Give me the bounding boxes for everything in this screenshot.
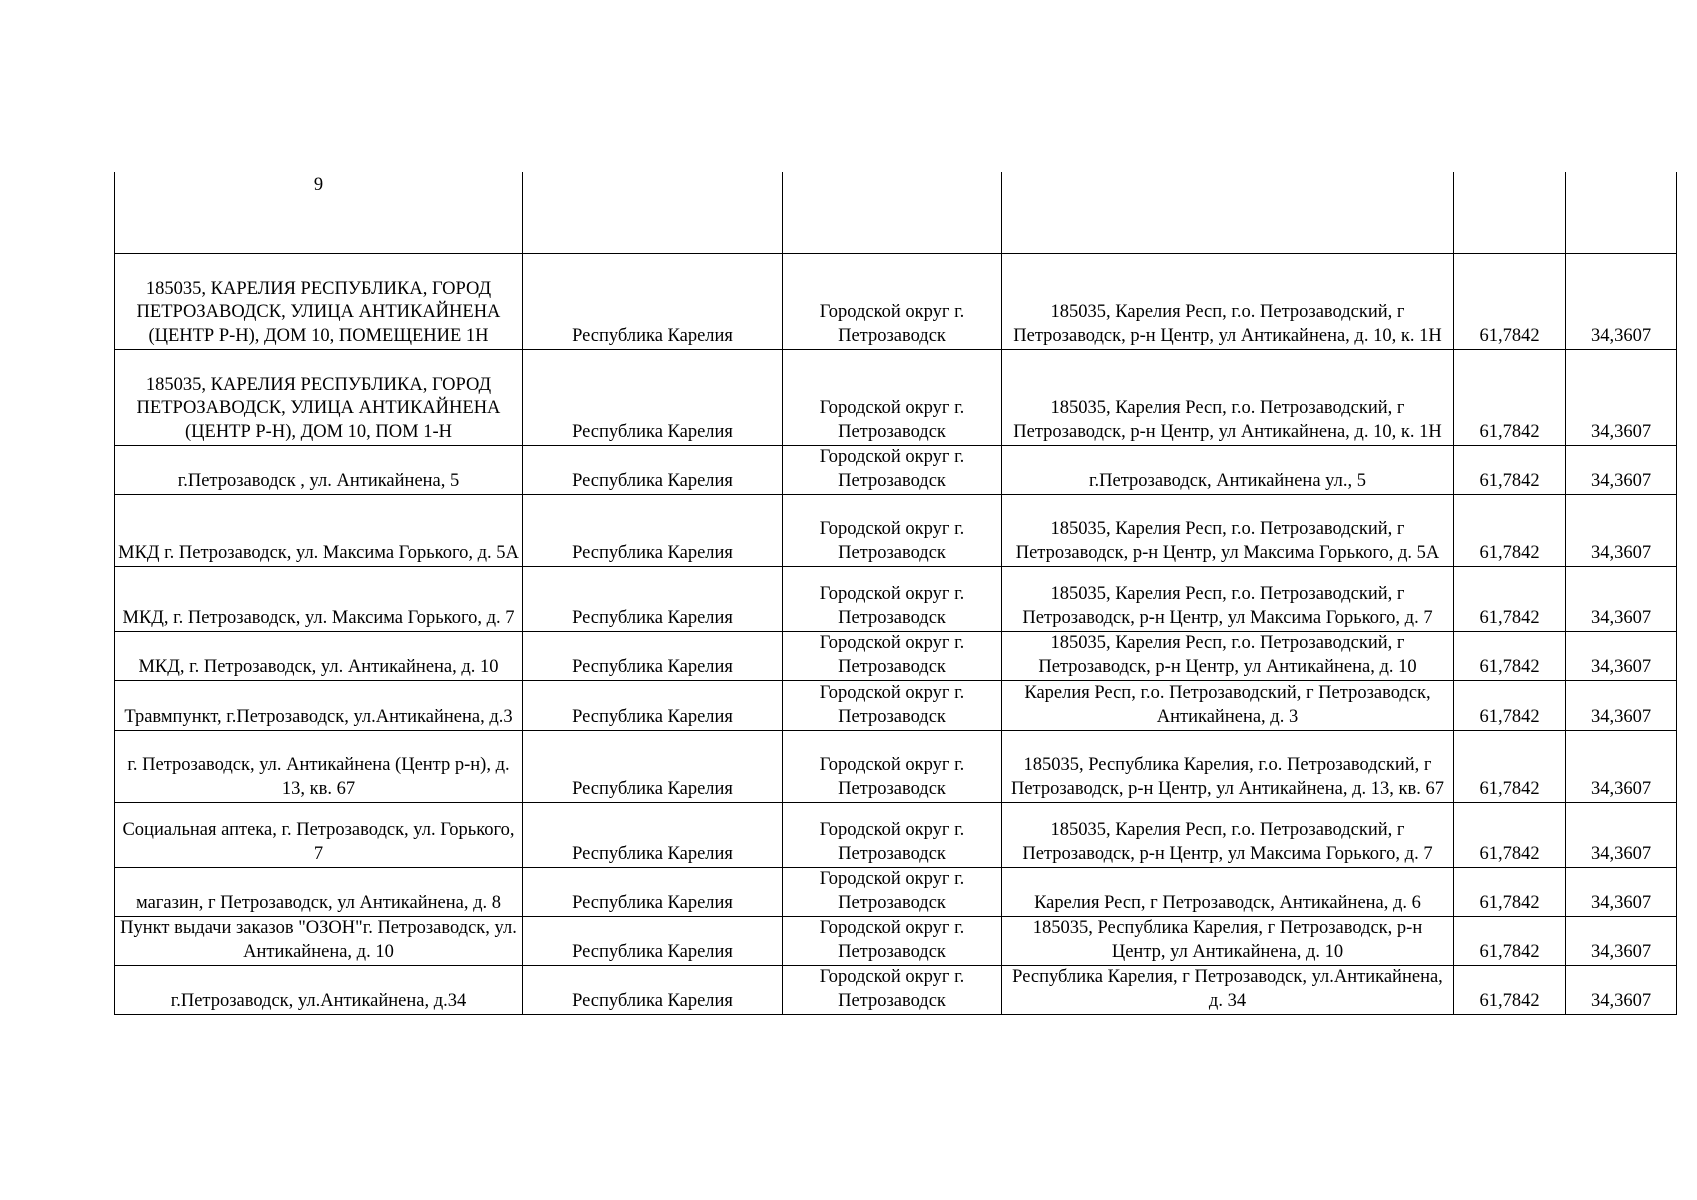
- address-cell: 185035, КАРЕЛИЯ РЕСПУБЛИКА, ГОРОД ПЕТРОЗАВОДСК, УЛИЦА АНТИКАЙНЕНА (ЦЕНТР Р-Н), ДОМ 10, ПОМЕЩЕНИЕ 1Н: [115, 254, 523, 350]
- table-row: [115, 567, 1677, 632]
- table-row: [115, 803, 1677, 868]
- normalized-address-cell: г.Петрозаводск, Антикайнена ул., 5: [1002, 446, 1454, 495]
- page-number: 9: [115, 172, 523, 254]
- address-cell: МКД, г. Петрозаводск, ул. Максима Горького, д. 7: [115, 567, 523, 632]
- address-cell: г.Петрозаводск, ул.Антикайнена, д.34: [115, 966, 523, 1015]
- normalized-address-cell: 185035, Карелия Респ, г.о. Петрозаводский, г Петрозаводск, р-н Центр, ул Антикайнена, д. 10, к. 1Н: [1002, 350, 1454, 446]
- table-row: [115, 966, 1677, 1015]
- municipality-cell: Городской округ г. Петрозаводск: [783, 803, 1002, 868]
- latitude-cell: 61,7842: [1454, 803, 1566, 868]
- page-number-row: [115, 172, 1677, 254]
- municipality-cell: Городской округ г. Петрозаводск: [783, 632, 1002, 681]
- longitude-cell: 34,3607: [1566, 567, 1677, 632]
- region-cell: Республика Карелия: [523, 567, 783, 632]
- normalized-address-cell: 185035, Карелия Респ, г.о. Петрозаводский, г Петрозаводск, р-н Центр, ул Максима Горького, д. 7: [1002, 567, 1454, 632]
- region-cell: Республика Карелия: [523, 681, 783, 731]
- normalized-address-cell: 185035, Карелия Респ, г.о. Петрозаводский, г Петрозаводск, р-н Центр, ул Антикайнена, д. 10: [1002, 632, 1454, 681]
- table-row: [115, 731, 1677, 803]
- region-cell: Республика Карелия: [523, 446, 783, 495]
- address-cell: МКД г. Петрозаводск, ул. Максима Горького, д. 5А: [115, 495, 523, 567]
- normalized-address-cell: Республика Карелия, г Петрозаводск, ул.Антикайнена, д. 34: [1002, 966, 1454, 1015]
- longitude-cell: 34,3607: [1566, 966, 1677, 1015]
- region-cell: Республика Карелия: [523, 495, 783, 567]
- address-cell: Пункт выдачи заказов "ОЗОН"г. Петрозаводск, ул. Антикайнена, д. 10: [115, 917, 523, 966]
- empty-cell: [1566, 172, 1677, 254]
- municipality-cell: Городской округ г. Петрозаводск: [783, 731, 1002, 803]
- municipality-cell: Городской округ г. Петрозаводск: [783, 567, 1002, 632]
- address-table: [114, 172, 1677, 1015]
- latitude-cell: 61,7842: [1454, 446, 1566, 495]
- region-cell: Республика Карелия: [523, 350, 783, 446]
- region-cell: Республика Карелия: [523, 632, 783, 681]
- address-cell: МКД, г. Петрозаводск, ул. Антикайнена, д. 10: [115, 632, 523, 681]
- normalized-address-cell: 185035, Республика Карелия, г.о. Петрозаводский, г Петрозаводск, р-н Центр, ул Антикайнена, д. 13, кв. 67: [1002, 731, 1454, 803]
- longitude-cell: 34,3607: [1566, 868, 1677, 917]
- region-cell: Республика Карелия: [523, 803, 783, 868]
- latitude-cell: 61,7842: [1454, 254, 1566, 350]
- address-cell: г.Петрозаводск , ул. Антикайнена, 5: [115, 446, 523, 495]
- address-table-body: [115, 172, 1677, 1015]
- municipality-cell: Городской округ г. Петрозаводск: [783, 446, 1002, 495]
- empty-cell: [523, 172, 783, 254]
- latitude-cell: 61,7842: [1454, 681, 1566, 731]
- municipality-cell: Городской округ г. Петрозаводск: [783, 681, 1002, 731]
- latitude-cell: 61,7842: [1454, 632, 1566, 681]
- empty-cell: [1002, 172, 1454, 254]
- table-row: [115, 350, 1677, 446]
- table-row: [115, 917, 1677, 966]
- table-row: [115, 446, 1677, 495]
- address-cell: Социальная аптека, г. Петрозаводск, ул. Горького, 7: [115, 803, 523, 868]
- normalized-address-cell: 185035, Республика Карелия, г Петрозаводск, р-н Центр, ул Антикайнена, д. 10: [1002, 917, 1454, 966]
- normalized-address-cell: 185035, Карелия Респ, г.о. Петрозаводский, г Петрозаводск, р-н Центр, ул Максима Горького, д. 5А: [1002, 495, 1454, 567]
- normalized-address-cell: 185035, Карелия Респ, г.о. Петрозаводский, г Петрозаводск, р-н Центр, ул Антикайнена, д. 10, к. 1Н: [1002, 254, 1454, 350]
- normalized-address-cell: Карелия Респ, г Петрозаводск, Антикайнена, д. 6: [1002, 868, 1454, 917]
- normalized-address-cell: Карелия Респ, г.о. Петрозаводский, г Петрозаводск, Антикайнена, д. 3: [1002, 681, 1454, 731]
- longitude-cell: 34,3607: [1566, 254, 1677, 350]
- longitude-cell: 34,3607: [1566, 350, 1677, 446]
- latitude-cell: 61,7842: [1454, 350, 1566, 446]
- table-row: [115, 254, 1677, 350]
- address-cell: магазин, г Петрозаводск, ул Антикайнена, д. 8: [115, 868, 523, 917]
- table-row: [115, 681, 1677, 731]
- region-cell: Республика Карелия: [523, 966, 783, 1015]
- empty-cell: [1454, 172, 1566, 254]
- table-row: [115, 868, 1677, 917]
- latitude-cell: 61,7842: [1454, 567, 1566, 632]
- municipality-cell: Городской округ г. Петрозаводск: [783, 917, 1002, 966]
- municipality-cell: Городской округ г. Петрозаводск: [783, 966, 1002, 1015]
- longitude-cell: 34,3607: [1566, 681, 1677, 731]
- region-cell: Республика Карелия: [523, 917, 783, 966]
- address-cell: 185035, КАРЕЛИЯ РЕСПУБЛИКА, ГОРОД ПЕТРОЗАВОДСК, УЛИЦА АНТИКАЙНЕНА (ЦЕНТР Р-Н), ДОМ 10, ПОМ 1-Н: [115, 350, 523, 446]
- table-row: [115, 632, 1677, 681]
- municipality-cell: Городской округ г. Петрозаводск: [783, 350, 1002, 446]
- longitude-cell: 34,3607: [1566, 917, 1677, 966]
- longitude-cell: 34,3607: [1566, 731, 1677, 803]
- longitude-cell: 34,3607: [1566, 803, 1677, 868]
- latitude-cell: 61,7842: [1454, 495, 1566, 567]
- latitude-cell: 61,7842: [1454, 966, 1566, 1015]
- latitude-cell: 61,7842: [1454, 917, 1566, 966]
- region-cell: Республика Карелия: [523, 868, 783, 917]
- address-cell: г. Петрозаводск, ул. Антикайнена (Центр р-н), д. 13, кв. 67: [115, 731, 523, 803]
- municipality-cell: Городской округ г. Петрозаводск: [783, 254, 1002, 350]
- municipality-cell: Городской округ г. Петрозаводск: [783, 495, 1002, 567]
- empty-cell: [783, 172, 1002, 254]
- latitude-cell: 61,7842: [1454, 731, 1566, 803]
- region-cell: Республика Карелия: [523, 254, 783, 350]
- normalized-address-cell: 185035, Карелия Респ, г.о. Петрозаводский, г Петрозаводск, р-н Центр, ул Максима Горького, д. 7: [1002, 803, 1454, 868]
- document-page: [114, 172, 1677, 1015]
- longitude-cell: 34,3607: [1566, 632, 1677, 681]
- longitude-cell: 34,3607: [1566, 446, 1677, 495]
- latitude-cell: 61,7842: [1454, 868, 1566, 917]
- address-cell: Травмпункт, г.Петрозаводск, ул.Антикайнена, д.3: [115, 681, 523, 731]
- municipality-cell: Городской округ г. Петрозаводск: [783, 868, 1002, 917]
- table-row: [115, 495, 1677, 567]
- region-cell: Республика Карелия: [523, 731, 783, 803]
- longitude-cell: 34,3607: [1566, 495, 1677, 567]
